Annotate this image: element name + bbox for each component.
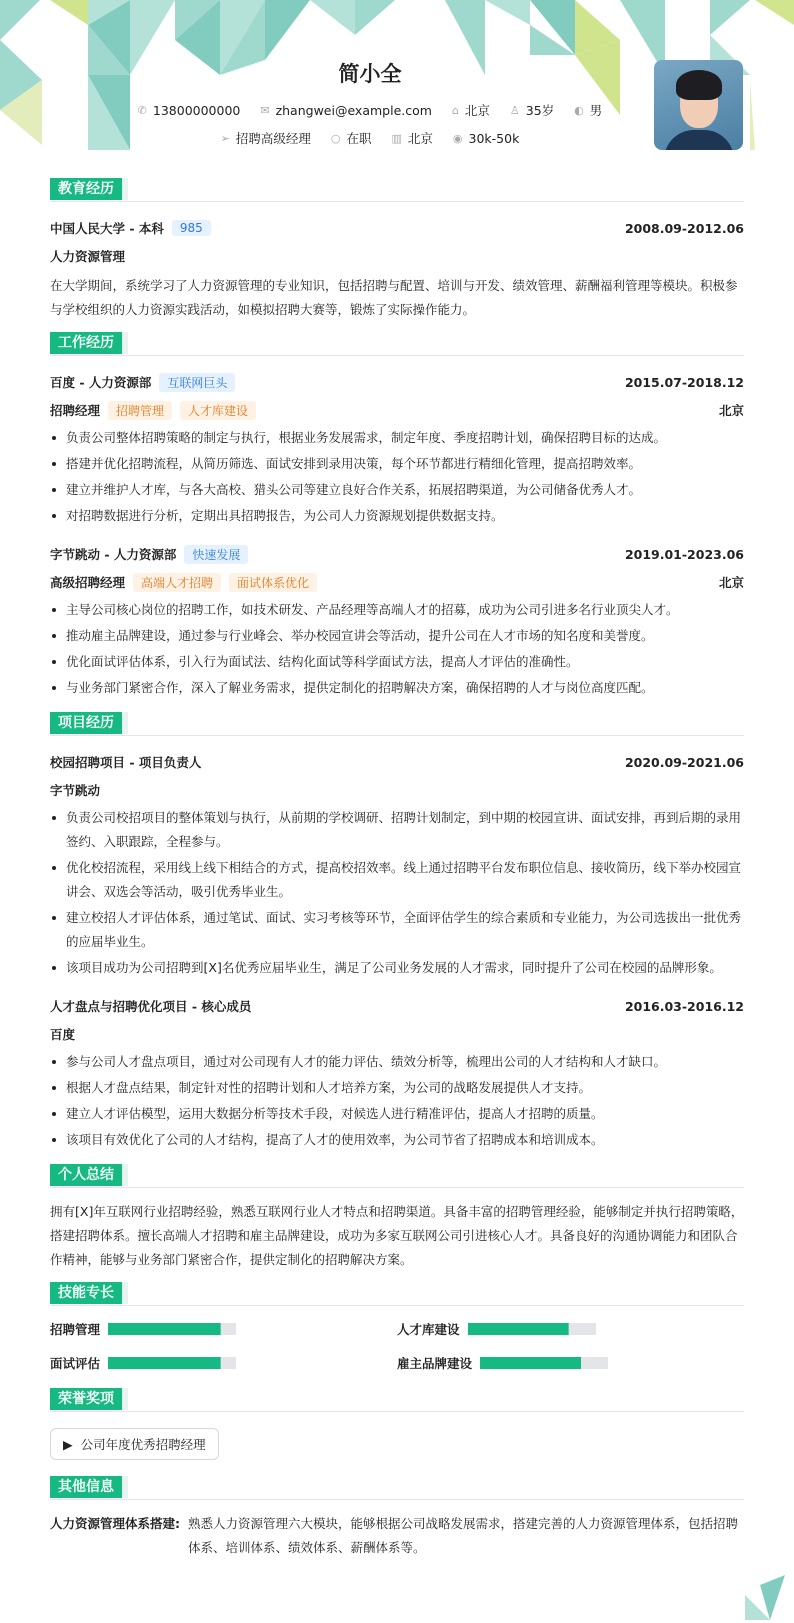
contact-line: [0, 101, 740, 119]
role-tag: 高端人才招聘: [133, 573, 221, 592]
section-education: [50, 178, 744, 202]
role-tag: 人才库建设: [180, 401, 256, 420]
skill-bar-fill: [480, 1357, 581, 1369]
list-item: 建立并维护人才库，与各大高校、猎头公司等建立良好合作关系，拓展招聘渠道，为公司储备优秀人才。: [50, 478, 744, 502]
skill-item: [397, 1318, 744, 1340]
list-item: 建立校招人才评估体系，通过笔试、面试、实习考核等环节，全面评估学生的综合素质和专业能力，为公司选拔出一批优秀的应届毕业生。: [50, 906, 744, 954]
skill-bar-fill: [108, 1323, 221, 1335]
work-row: [50, 540, 744, 568]
role-row: [50, 396, 744, 424]
skill-bar: [480, 1357, 608, 1369]
list-item: 推动雇主品牌建设，通过参与行业峰会、举办校园宣讲会等活动，提升公司在人才市场的知名度和美誉度。: [50, 624, 744, 648]
section-projects: [50, 712, 744, 736]
skill-name: 招聘管理: [50, 1322, 101, 1337]
work-date: 2015.07-2018.12: [624, 374, 744, 390]
email[interactable]: zhangwei@example.com: [275, 102, 432, 118]
phone: 13800000000: [152, 102, 241, 118]
list-item: 优化面试评估体系，引入行为面试法、结构化面试等科学面试方法，提高人才评估的准确性。: [50, 650, 744, 674]
section-title: 技能专长: [50, 1282, 122, 1304]
project-name: 校园招聘项目 - 项目负责人: [50, 755, 202, 770]
work-bullets: [50, 426, 744, 528]
gender-icon: ◐: [574, 103, 584, 117]
company: 字节跳动 - 人力资源部: [50, 547, 177, 562]
section-title: 工作经历: [50, 332, 122, 354]
skill-bar-fill: [108, 1357, 221, 1369]
work-city: 北京: [718, 575, 744, 590]
role-tag: 招聘管理: [108, 401, 172, 420]
section-title: 项目经历: [50, 712, 122, 734]
edu-date: 2008.09-2012.06: [624, 220, 744, 236]
resume-header: [0, 0, 794, 180]
skill-bar-fill: [468, 1323, 569, 1335]
other-info: [50, 1512, 744, 1560]
summary-text: 拥有[X]年互联网行业招聘经验，熟悉互联网行业人才特点和招聘渠道。具备丰富的招聘管理经验，能够制定并执行招聘策略，搭建招聘体系。擅长高端人才招聘和雇主品牌建设，成功为多家互联网公司引进核心人才。具备良好的沟通协调能力和团队合作精神，能够与业务部门紧密合作，提供定制化的招聘解决方案。: [50, 1204, 744, 1267]
work-bullets: [50, 598, 744, 700]
job-status: 在职: [346, 131, 372, 146]
home-icon: ⌂: [451, 103, 459, 117]
project-date: 2016.03-2016.12: [624, 998, 744, 1014]
skill-name: 雇主品牌建设: [397, 1356, 473, 1371]
mail-icon: ✉: [260, 103, 270, 117]
award-item[interactable]: [50, 1428, 219, 1460]
resume-body: [50, 178, 744, 1560]
list-item: 该项目有效优化了公司的人才结构，提高了人才的使用效率，为公司节省了招聘成本和培训成本。: [50, 1128, 744, 1152]
section-work: [50, 332, 744, 356]
project-bullets: [50, 1050, 744, 1152]
company-badge: 快速发展: [184, 545, 248, 564]
work-date: 2019.01-2023.06: [624, 546, 744, 562]
list-item: 负责公司校招项目的整体策划与执行，从前期的学校调研、招聘计划制定，到中期的校园宣讲、面试安排，再到后期的录用签约、入职跟踪，全程参与。: [50, 806, 744, 854]
school: 中国人民大学 - 本科: [50, 221, 164, 236]
section-title: 个人总结: [50, 1164, 122, 1186]
section-other: [50, 1476, 744, 1500]
major: 人力资源管理: [50, 249, 126, 264]
avatar: [654, 60, 743, 150]
list-item: 根据人才盘点结果，制定针对性的招聘计划和人才培养方案，为公司的战略发展提供人才支持。: [50, 1076, 744, 1100]
work-city: 北京: [718, 403, 744, 418]
target-city: 北京: [407, 131, 433, 146]
age-icon: ♙: [509, 103, 520, 117]
play-icon: ▶: [63, 1436, 73, 1452]
section-title: 荣誉奖项: [50, 1388, 122, 1410]
city: 北京: [464, 103, 490, 118]
section-awards: [50, 1388, 744, 1412]
job-target: 招聘高级经理: [235, 131, 311, 146]
gender: 男: [589, 103, 603, 118]
role-tag: 面试体系优化: [229, 573, 317, 592]
building-icon: ▥: [391, 131, 402, 145]
project-row: [50, 992, 744, 1020]
skill-item: [397, 1352, 744, 1374]
list-item: 负责公司整体招聘策略的制定与执行，根据业务发展需求，制定年度、季度招聘计划，确保招聘目标的达成。: [50, 426, 744, 450]
company: 百度 - 人力资源部: [50, 375, 152, 390]
list-item: 参与公司人才盘点项目，通过对公司现有人才的能力评估、绩效分析等，梳理出公司的人才结构和人才缺口。: [50, 1050, 744, 1074]
list-item: 建立人才评估模型，运用大数据分析等技术手段，对候选人进行精准评估，提高人才招聘的质量。: [50, 1102, 744, 1126]
education-row: [50, 214, 744, 242]
project-name: 人才盘点与招聘优化项目 - 核心成员: [50, 999, 252, 1014]
list-item: 对招聘数据进行分析，定期出具招聘报告，为公司人力资源规划提供数据支持。: [50, 504, 744, 528]
role-row: [50, 568, 744, 596]
skill-name: 人才库建设: [397, 1322, 460, 1337]
skill-bar: [108, 1357, 236, 1369]
phone-icon: ✆: [137, 103, 147, 117]
other-label: 人力资源管理体系搭建:: [50, 1516, 180, 1531]
salary: 30k-50k: [468, 130, 520, 146]
list-item: 该项目成功为公司招聘到[X]名优秀应届毕业生，满足了公司业务发展的人才需求，同时提升了公司在校园的品牌形象。: [50, 956, 744, 980]
project-org: 字节跳动: [50, 783, 101, 798]
list-item: 主导公司核心岗位的招聘工作，如技术研发、产品经理等高端人才的招募，成功为公司引进多名行业顶尖人才。: [50, 598, 744, 622]
company-badge: 互联网巨头: [159, 373, 235, 392]
list-item: 与业务部门紧密合作，深入了解业务需求，提供定制化的招聘解决方案，确保招聘的人才与岗位高度匹配。: [50, 676, 744, 700]
candidate-name: 简小全: [338, 62, 402, 86]
school-badge: 985: [172, 220, 211, 236]
role: 招聘经理: [50, 403, 101, 418]
list-item: 优化校招流程，采用线上线下相结合的方式，提高校招效率。线上通过招聘平台发布职位信息、接收简历，线下举办校园宣讲会、双选会等活动，吸引优秀毕业生。: [50, 856, 744, 904]
section-skills: [50, 1282, 744, 1306]
section-title: 其他信息: [50, 1476, 122, 1498]
job-intent-line: [0, 129, 740, 147]
skill-name: 面试评估: [50, 1356, 101, 1371]
section-summary: [50, 1164, 744, 1188]
education-desc: 在大学期间，系统学习了人力资源管理的专业知识，包括招聘与配置、培训与开发、绩效管理、薪酬福利管理等模块。积极参与学校组织的人力资源实践活动，如模拟招聘大赛等，锻炼了实际操作能力。: [50, 278, 738, 317]
age: 35岁: [525, 103, 555, 118]
skill-bar: [468, 1323, 596, 1335]
project-bullets: [50, 806, 744, 980]
project-row: [50, 748, 744, 776]
skill-item: [50, 1318, 397, 1340]
skill-bar: [108, 1323, 236, 1335]
salary-icon: ◉: [452, 131, 463, 145]
status-icon: ○: [330, 131, 341, 145]
project-date: 2020.09-2021.06: [624, 754, 744, 770]
send-icon: ➢: [220, 131, 230, 145]
work-row: [50, 368, 744, 396]
list-item: 搭建并优化招聘流程，从简历筛选、面试安排到录用决策，每个环节都进行精细化管理，提高招聘效率。: [50, 452, 744, 476]
section-title: 教育经历: [50, 178, 122, 200]
project-org: 百度: [50, 1027, 76, 1042]
role: 高级招聘经理: [50, 575, 126, 590]
other-text: 熟悉人力资源管理六大模块，能够根据公司战略发展需求，搭建完善的人力资源管理体系，包括招聘体系、培训体系、绩效体系、薪酬体系等。: [188, 1516, 739, 1555]
award-label: 公司年度优秀招聘经理: [80, 1437, 206, 1452]
skill-item: [50, 1352, 397, 1374]
